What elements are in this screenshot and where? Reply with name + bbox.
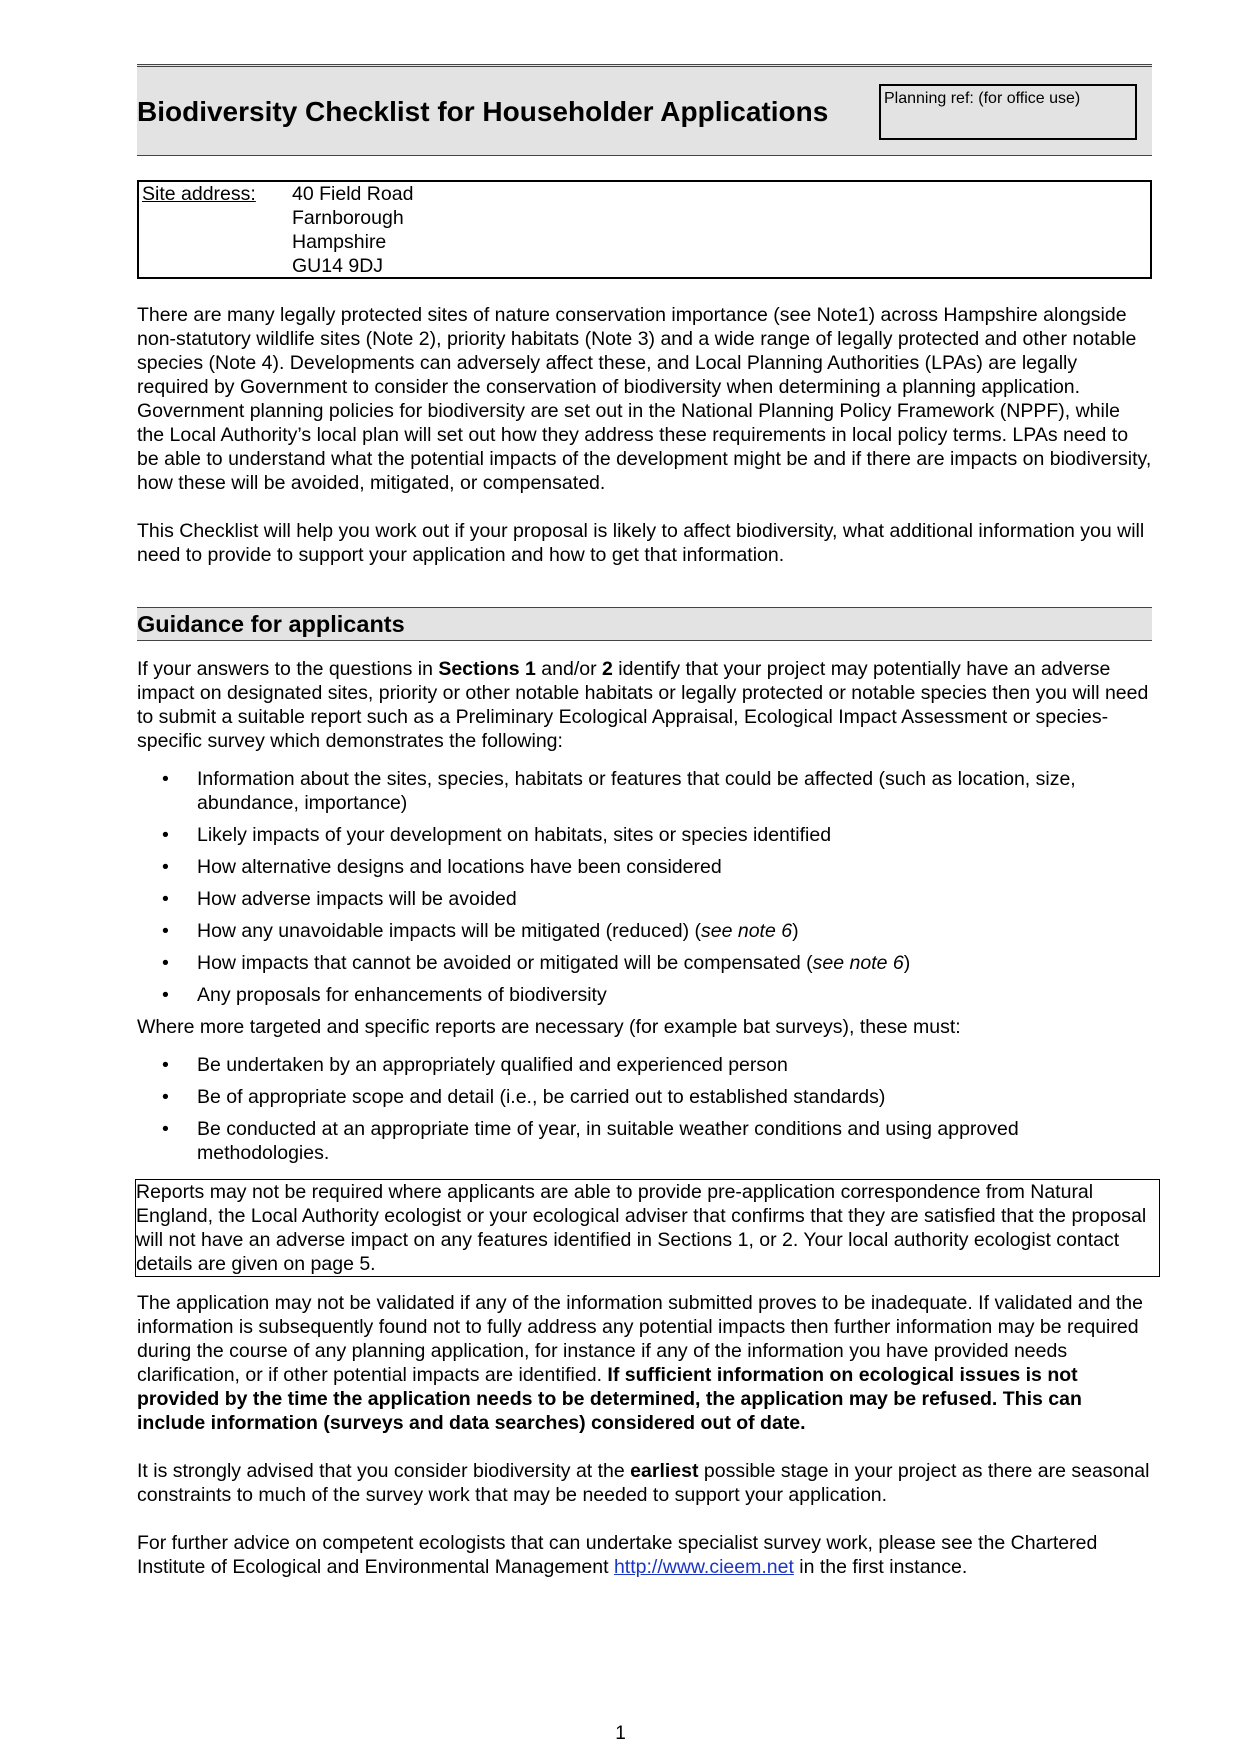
bullet-icon: • bbox=[162, 824, 169, 846]
list-item-text: How adverse impacts will be avoided bbox=[197, 888, 517, 910]
list-item bbox=[137, 767, 1152, 815]
targeted-reports-paragraph: Where more targeted and specific reports are necessary (for example bat surveys), these must: bbox=[137, 1016, 961, 1038]
list-item-text: Information about the sites, species, habitats or features that could be affected (such as location, size, abundance, importance) bbox=[197, 768, 1076, 814]
bullet-icon: • bbox=[162, 856, 169, 878]
list-item bbox=[137, 919, 1152, 943]
earliest-stage-paragraph bbox=[137, 1459, 1152, 1507]
intro-paragraph: There are many legally protected sites of nature conservation importance (see Note1) across Hampshire alongside non-statutory wildlife sites (Note 2), priority habitats (Note 3) and a wide range of legally protected and other notable species (Note 4). Developments can adversely affect these, and Local Planning Authorities (LPAs) are legally required by Government to consider the conservation of biodiversity when determining a planning application. Government planning policies for biodiversity are set out in the National Planning Policy Framework (NPPF), while the Local Authority’s local plan will set out how they address these requirements in local policy terms. LPAs need to be able to understand what the potential impacts of the development might be and if there are impacts on biodiversity, how these will be avoided, mitigated, or compensated. bbox=[137, 304, 1152, 494]
list-item-text: Be conducted at an appropriate time of year, in suitable weather conditions and using approved methodologies. bbox=[197, 1118, 1019, 1164]
list-item bbox=[137, 887, 1152, 911]
list-item bbox=[137, 1117, 1152, 1165]
reports-exemption-notice: Reports may not be required where applicants are able to provide pre-application correspondence from Natural England, the Local Authority ecologist or your ecological adviser that confirms that they are satisfied that the proposal will not have an adverse impact on any features identified in Sections 1, or 2. Your local authority ecologist contact details are given on page 5. bbox=[135, 1179, 1160, 1277]
list-item bbox=[137, 823, 1152, 847]
site-address-label: Site address: bbox=[142, 183, 256, 205]
list-item-text: How alternative designs and locations have been considered bbox=[197, 856, 722, 878]
site-address-line: Farnborough bbox=[292, 207, 404, 229]
list-item bbox=[137, 1085, 1152, 1109]
list-item bbox=[137, 855, 1152, 879]
list-item-text: How any unavoidable impacts will be mitigated (reduced) ( bbox=[197, 920, 701, 942]
bullet-icon: • bbox=[162, 1086, 169, 1108]
list-item-text: Likely impacts of your development on habitats, sites or species identified bbox=[197, 824, 832, 846]
validation-paragraph bbox=[137, 1291, 1152, 1435]
bullet-icon: • bbox=[162, 768, 169, 790]
note-reference: see note 6 bbox=[812, 952, 904, 974]
document-page bbox=[137, 64, 1152, 1579]
site-address-line: 40 Field Road bbox=[292, 183, 414, 205]
bullet-icon: • bbox=[162, 888, 169, 910]
cieem-link[interactable]: http://www.cieem.net bbox=[613, 1556, 794, 1578]
bold-text: 2 bbox=[602, 658, 613, 680]
planning-ref-label: Planning ref: (for office use) bbox=[884, 90, 1081, 107]
list-item-text: Be undertaken by an appropriately qualified and experienced person bbox=[197, 1054, 788, 1076]
text-run: and/or bbox=[535, 658, 603, 680]
survey-standards-list bbox=[137, 1053, 1152, 1165]
report-requirements-list bbox=[137, 767, 1152, 1007]
list-item bbox=[137, 951, 1152, 975]
bullet-icon: • bbox=[162, 952, 169, 974]
text-run: ) bbox=[792, 920, 799, 942]
checklist-purpose-paragraph: This Checklist will help you work out if your proposal is likely to affect biodiversity, what additional information you will need to provide to support your application and how to get that information. bbox=[137, 520, 1145, 566]
text-run: possible stage in your project as there are seasonal constraints to much of the survey work that may be needed to support your application. bbox=[137, 1460, 1150, 1506]
text-run: ) bbox=[903, 952, 911, 974]
planning-ref-field[interactable] bbox=[879, 84, 1137, 140]
text-run: If your answers to the questions in bbox=[137, 658, 439, 680]
guidance-heading: Guidance for applicants bbox=[137, 607, 1152, 641]
site-address-value bbox=[292, 182, 413, 278]
text-run: The application may not be validated if any of the information submitted proves to be inadequate. If validated and the information is subsequently found not to fully address any potential impacts then further information may be required during the course of any planning application, for instance if any of the information you have provided needs clarification, or if other potential impacts are identified. bbox=[137, 1292, 1143, 1386]
text-run: For further advice on competent ecologists that can undertake specialist survey work, please see the Chartered Institute of Ecological and Environmental Management bbox=[137, 1532, 1098, 1578]
note-reference: see note 6 bbox=[701, 920, 793, 942]
page-number: 1 bbox=[615, 1723, 626, 1744]
bullet-icon: • bbox=[162, 984, 169, 1006]
text-run: It is strongly advised that you consider biodiversity at the bbox=[137, 1460, 631, 1482]
bullet-icon: • bbox=[162, 920, 169, 942]
list-item bbox=[137, 983, 1152, 1007]
bold-text: Sections 1 bbox=[438, 658, 536, 680]
list-item-text: How impacts that cannot be avoided or mitigated will be compensated ( bbox=[197, 952, 813, 974]
bold-text: earliest bbox=[630, 1460, 699, 1482]
bold-warning-text: If sufficient information on ecological issues is not provided by the time the application needs to be determined, the application may be refused. This can include information (surveys and data searches) considered out of date. bbox=[137, 1364, 1082, 1434]
document-title: Biodiversity Checklist for Householder Applications bbox=[137, 96, 829, 127]
list-item bbox=[137, 1053, 1152, 1077]
list-item-text: Any proposals for enhancements of biodiversity bbox=[197, 984, 607, 1006]
bullet-icon: • bbox=[162, 1054, 169, 1076]
bullet-icon: • bbox=[162, 1118, 169, 1140]
site-address-line: Hampshire bbox=[292, 231, 387, 253]
site-address-box bbox=[137, 180, 1152, 279]
list-item-text: Be of appropriate scope and detail (i.e., be carried out to established standards) bbox=[197, 1086, 886, 1108]
further-advice-paragraph bbox=[137, 1531, 1152, 1579]
site-address-line: GU14 9DJ bbox=[292, 255, 384, 277]
text-run: in the first instance. bbox=[793, 1556, 968, 1578]
guidance-intro-paragraph bbox=[137, 657, 1152, 753]
document-header bbox=[137, 64, 1152, 156]
text-run: identify that your project may potentially have an adverse impact on designated sites, priority or other notable habitats or legally protected or notable species then you will need to submit a suitable report such as a Preliminary Ecological Appraisal, Ecological Impact Assessment or species-specific survey which demonstrates the following: bbox=[137, 658, 1149, 752]
